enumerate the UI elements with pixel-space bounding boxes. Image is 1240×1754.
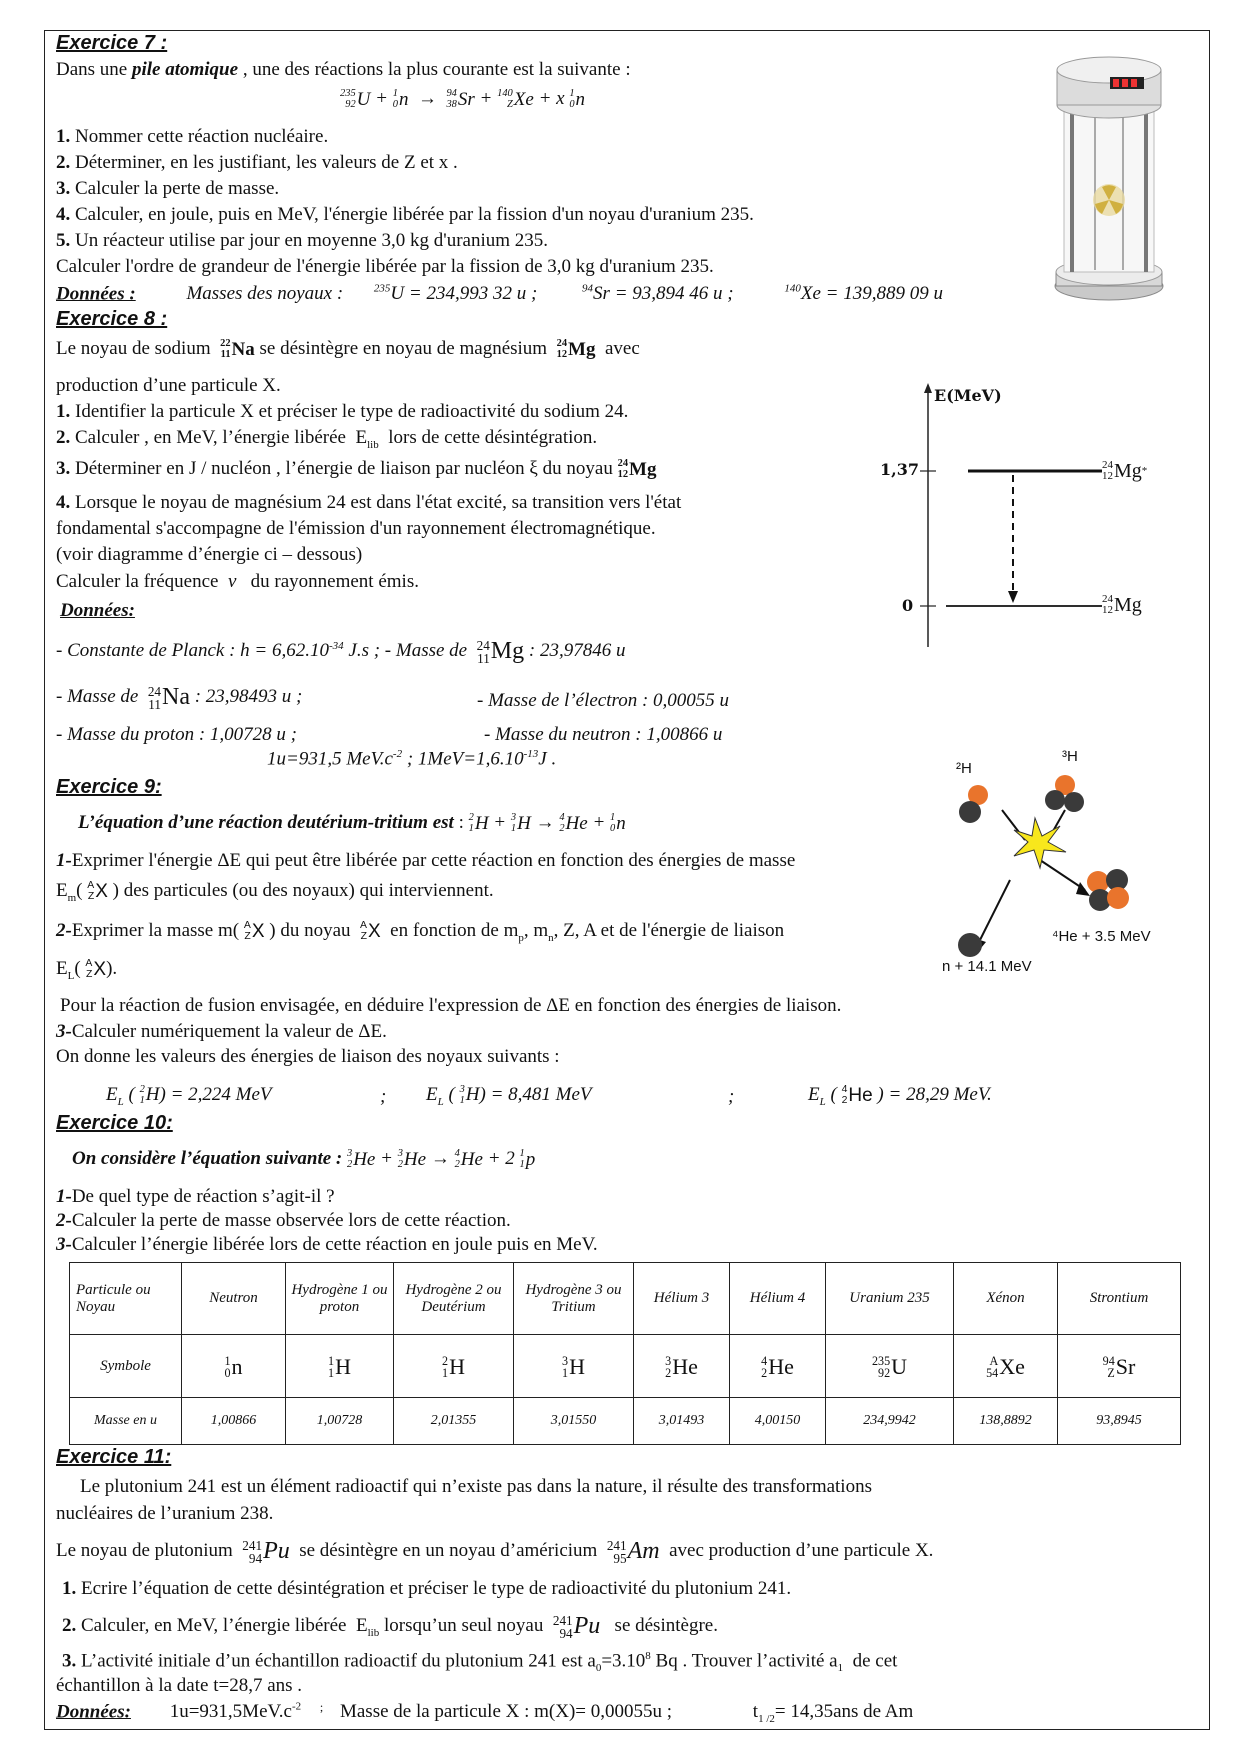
ex9-equation: L’équation d’une réaction deutérium-tritium est : 2 1 H + 3 1 H → 4 2 He + 1 0 n	[78, 812, 626, 834]
mass-cell: 2,01355	[394, 1398, 514, 1445]
mass-cell: 3,01493	[634, 1398, 730, 1445]
ex11-q1: 1. Ecrire l’équation de cette désintégration et préciser le type de radioactivité du plutonium 241.	[62, 1578, 792, 1599]
ex11-data: Données: $1u=931,5MeV.c^{-2}$ ; Masse de la particule X : m(X)= 0,00055u ; $t_{1 /2}= 14,35ans$ de Am	[56, 1700, 914, 1726]
ex8-data-2: - Masse de 24 11 Na : 23,98493 u ;	[56, 683, 303, 712]
ex8-q1: 1. Identifier la particule X et préciser le type de radioactivité du sodium 24.	[56, 401, 629, 422]
symbol-cell: A 54 Xe	[954, 1335, 1058, 1398]
table-row-label: Symbole	[70, 1335, 182, 1398]
ex11-title: Exercice 11:	[56, 1446, 172, 1468]
ex8-title: Exercice 8 :	[56, 308, 168, 330]
ex10-title: Exercice 10:	[56, 1112, 173, 1134]
ex9-el-h2: $E_L$ ( 2 1 H) = 2,224 MeV	[106, 1084, 272, 1108]
ex8-data-proton: - Masse du proton : 1,00728 u ;	[56, 724, 297, 745]
ex11-line2: nucléaires de l’uranium 238.	[56, 1503, 274, 1524]
symbol-cell: 2 1 H	[394, 1335, 514, 1398]
fusion-reaction-figure	[940, 740, 1190, 980]
table-header-cell: Uranium 235	[826, 1263, 954, 1335]
symbol-cell: 1 1 H	[286, 1335, 394, 1398]
ex8-q4d: Calculer la fréquence ν du rayonnement émis.	[56, 571, 419, 592]
mg-ground-label: 24 12 Mg	[1102, 593, 1142, 617]
ex7-q2: 2. Déterminer, en les justifiant, les valeurs de Z et x .	[56, 152, 458, 173]
ex11-q2: 2. Calculer, en MeV, l’énergie libérée $E_{lib}$ lorsqu’un seul noyau 241 94 Pu se désintègre.	[62, 1612, 718, 1641]
energy-axis-label: E(MeV)	[934, 386, 1002, 405]
ex8-q2: 2. Calculer , en MeV, l’énergie libérée $E_{lib}$ lors de cette désintégration.	[56, 427, 598, 451]
table-mass-row	[70, 1398, 1181, 1445]
mass-cell: 138,8892	[954, 1398, 1058, 1445]
mass-cell: 1,00728	[286, 1398, 394, 1445]
ex11-line3: Le noyau de plutonium 241 94 Pu se désintègre en un noyau d’américium 241 95 Am avec production d’une particule X.	[56, 1537, 934, 1566]
fusion-label-he4: ⁴He + 3.5 MeV	[1052, 928, 1151, 945]
mass-cell: 234,9942	[826, 1398, 954, 1445]
symbol-cell: 235 92 U	[826, 1335, 954, 1398]
ex9-q3b: On donne les valeurs des énergies de liaison des noyaux suivants :	[56, 1046, 560, 1067]
ex8-q4c: (voir diagramme d’énergie ci – dessous)	[56, 544, 363, 565]
table-header-cell: Hydrogène 3 ou Tritium	[514, 1263, 634, 1335]
ex8-data-neutron: - Masse du neutron : 1,00866 u	[484, 724, 723, 745]
ex8-line2: production d’une particule X.	[56, 375, 281, 396]
ex7-equation: 235 92 U + 1 0 n → 94 38 Sr + 140 Z Xe + x 1 0 n	[340, 88, 586, 110]
ex7-intro: Dans une pile atomique , une des réactions la plus courante est la suivante :	[56, 59, 631, 80]
mass-cell: 3,01550	[514, 1398, 634, 1445]
ex8-data-electron: - Masse de l’électron : 0,00055 u	[477, 690, 730, 711]
ex7-q1: 1. Nommer cette réaction nucléaire.	[56, 126, 329, 147]
ex9-el-h3: $E_L$ ( 3 1 H) = 8,481 MeV	[426, 1084, 592, 1108]
ex9-q2-el: $E_L$( A Z X ).	[56, 958, 118, 982]
ex10-q3: 3-Calculer l’énergie libérée lors de cette réaction en joule puis en MeV.	[56, 1234, 598, 1255]
ex7-q5b: Calculer l'ordre de grandeur de l'énergie libérée par la fission de 3,0 kg d'uranium 235.	[56, 256, 714, 277]
symbol-cell: 3 2 He	[634, 1335, 730, 1398]
ex10-q1: 1-De quel type de réaction s’agit-il ?	[56, 1186, 335, 1207]
mass-cell: 93,8945	[1058, 1398, 1181, 1445]
energy-level-0: 0	[902, 596, 914, 615]
ex8-line1: Le noyau de sodium 22 11 Na se désintègre en noyau de magnésium 24 12 Mg avec	[56, 338, 640, 360]
mg-excited-label: 24 12 Mg *	[1102, 459, 1148, 483]
ex8-q3: 3. Déterminer en J / nucléon , l’énergie de liaison par nucléon ξ du noyau 24 12 Mg	[56, 458, 657, 480]
ex9-sep2: ;	[728, 1086, 735, 1107]
ex11-q3e: échantillon à la date t=28,7 ans .	[56, 1675, 303, 1696]
nuclear-reactor-illustration	[1050, 50, 1168, 305]
ex8-data-units: 1u=931,5 $MeV.c^{-2}$ ; $1MeV=1,6.10^{-13}J$ .	[267, 748, 557, 770]
ex9-sep1: ;	[380, 1086, 387, 1107]
table-header-cell: Neutron	[182, 1263, 286, 1335]
table-row-label: Masse en u	[70, 1398, 182, 1445]
ex7-title: Exercice 7 :	[56, 32, 168, 54]
energy-diagram-lines	[880, 365, 1120, 655]
ex9-q1: 1-Exprimer l'énergie ΔE qui peut être libérée par cette réaction en fonction des énergies de masse	[56, 850, 796, 871]
table-header-cell: Hélium 4	[730, 1263, 826, 1335]
ex11-line1: Le plutonium 241 est un élément radioactif qui n’existe pas dans la nature, il résulte des transformations	[80, 1476, 872, 1497]
ex10-equation: On considère l’équation suivante : 3 2 He + 3 2 He → 4 2 He + 2 1 1 p	[72, 1148, 536, 1170]
ex9-q2g: Pour la réaction de fusion envisagée, en déduire l'expression de ΔE en fonction des énergies de liaison.	[60, 995, 842, 1016]
ex7-q3: 3. Calculer la perte de masse.	[56, 178, 280, 199]
ex9-q3: 3-Calculer numériquement la valeur de ΔE.	[56, 1021, 387, 1042]
energy-level-137: 1,37	[880, 460, 919, 479]
ex8-q4a: 4. Lorsque le noyau de magnésium 24 est dans l'état excité, sa transition vers l'état	[56, 492, 682, 513]
ex10-q2: 2-Calculer la perte de masse observée lors de cette réaction.	[56, 1210, 511, 1231]
ex9-q1b: $E_m$( A Z X ) des particules (ou des noyaux) qui interviennent.	[56, 880, 494, 904]
ex11-q3: 3. L’activité initiale d’un échantillon radioactif du plutonium 241 est $a_0=3.10^8$ Bq . Trouver l’activité $a_1$ de cet	[62, 1650, 898, 1675]
mass-cell: 1,00866	[182, 1398, 286, 1445]
fusion-label-n: n + 14.1 MeV	[942, 958, 1032, 975]
ex8-q4b: fondamental s'accompagne de l'émission d'un rayonnement électromagnétique.	[56, 518, 656, 539]
symbol-cell: 3 1 H	[514, 1335, 634, 1398]
fusion-label-h2: ²H	[956, 760, 972, 777]
ex8-data-1: - Constante de Planck : $h = 6,62.10^{-34}$ J.s ; - Masse de 24 11 Mg : 23,97846 u	[56, 637, 626, 666]
ex7-data: Données : Masses des noyaux : $^{235}$U = 234,993 32 u ; $^{94}$Sr = 93,894 46 u ; $^{140}$Xe = 139,889 09 u	[56, 283, 943, 305]
ex9-el-he4: $E_L$ ( 4 2 He ) = 28,29 MeV.	[808, 1084, 992, 1108]
table-header-cell: Hydrogène 1 ou proton	[286, 1263, 394, 1335]
symbol-cell: 1 0 n	[182, 1335, 286, 1398]
symbol-cell: 4 2 He	[730, 1335, 826, 1398]
table-header-cell: Hydrogène 2 ou Deutérium	[394, 1263, 514, 1335]
mass-cell: 4,00150	[730, 1398, 826, 1445]
table-header-cell: Xénon	[954, 1263, 1058, 1335]
energy-diagram	[880, 365, 1148, 655]
ex8-data-label: Données:	[60, 600, 135, 621]
ex9-title: Exercice 9:	[56, 776, 162, 798]
table-header-cell: Strontium	[1058, 1263, 1181, 1335]
symbol-cell: 94 Z Sr	[1058, 1335, 1181, 1398]
table-header-row	[70, 1263, 1181, 1335]
table-header-cell: Particule ou Noyau	[70, 1263, 182, 1335]
ex7-q5: 5. Un réacteur utilise par jour en moyenne 3,0 kg d'uranium 235.	[56, 230, 549, 251]
masses-table	[69, 1262, 1181, 1445]
table-symbol-row	[70, 1335, 1181, 1398]
fusion-label-h3: ³H	[1062, 748, 1078, 765]
table-header-cell: Hélium 3	[634, 1263, 730, 1335]
ex9-q2: 2-Exprimer la masse m( A Z X ) du noyau A Z X en fonction de $m_p$, $m_n$, Z, A et de l'énergie de liaison	[56, 920, 785, 944]
ex7-q4: 4. Calculer, en joule, puis en MeV, l'énergie libérée par la fission d'un noyau d'uranium 235.	[56, 204, 754, 225]
